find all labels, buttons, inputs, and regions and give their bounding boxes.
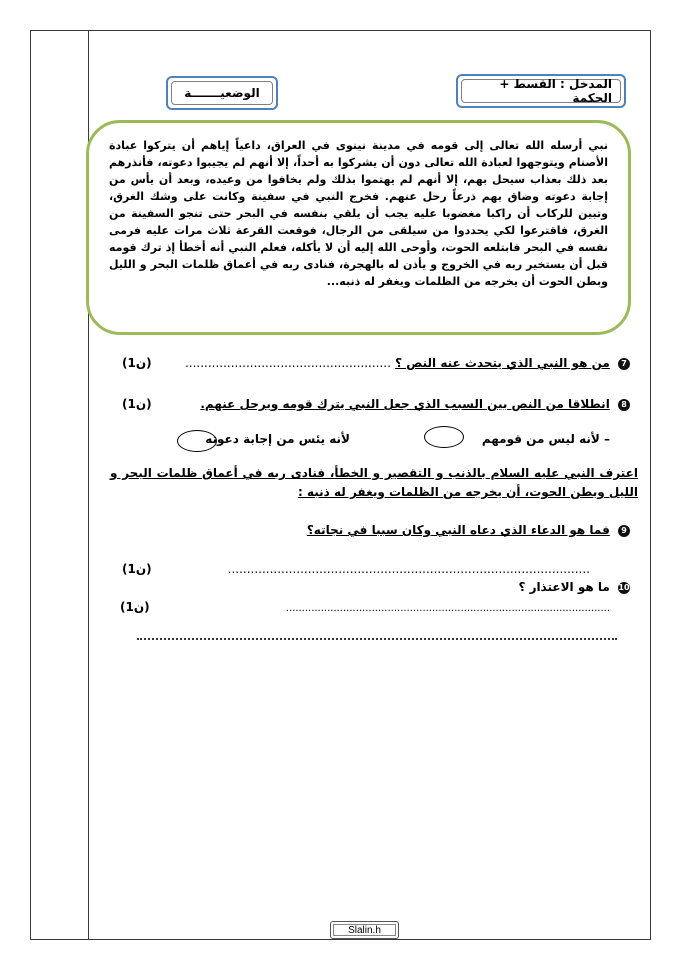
confession-part-3: ، فنادى ربه في أعماق ظلمات البحر و الليل وبطن الحوت، أن يخرجه من الظلمات ويغفر له ذنبه : [110,466,638,499]
confession-part-1: اعترف النبي عليه السلام [485,466,638,480]
question-7-answer-line[interactable]: ...................................................... [184,356,391,370]
question-10-answer-line[interactable]: ...................................................................................................... [285,603,610,614]
question-8-number: 8 [618,399,630,411]
question-9-answer-line[interactable]: ............................................................................................... [227,562,590,576]
question-10-text: ما هو الاعتذار ؟ [518,580,610,594]
question-8-score: (1ن) [122,397,152,411]
question-9-score: (1ن) [122,562,152,576]
question-7-number: 7 [618,358,630,370]
question-10 [110,580,630,594]
question-7-score: (1ن) [122,356,152,370]
option-not-from-people-checkbox[interactable] [424,426,464,448]
question-9-number: 9 [618,525,630,537]
option-not-from-people: – لأنه ليس من قومهم [481,432,610,446]
story-box [86,120,631,335]
option-despaired-checkbox[interactable] [177,430,217,452]
entry-label-box [456,74,626,108]
question-10-answer-line-2[interactable] [137,638,617,640]
footer-label: Slalin.h [333,924,396,936]
question-9-answer-row [110,562,630,576]
question-7-text: من هو النبي الذي يتحدث عنه النص ؟ [395,356,610,370]
story-text: نبي أرسله الله تعالى إلى قومه في مدينة نينوى في العراق، داعياً إياهم أن يتركوا عبادة الأصنام ويتوجهوا لعبادة الله تعالى دون أن يشركوا به أحداً، إلا أنهم لم يجيبوا دعوته، فأنذرهم بعد ذلك بعذاب سيحل بهم، إلا أنهم لم يهتموا بذلك ولم يخافوا من وعيده، وبعد أن يأس من إجابة دعوته وضاق بهم ذرعاً رحل عنهم. فخرج النبي في سفينة وكانت على وشك الغرق، وتبين للركاب أن راكبا مغضوبا عليه يجب أن يلقي بنفسه في البحر حتى تنجو السفينة من الغرق، فاقترعوا لكي يحددوا من سيلقى من الرجال، فوقعت القرعة ثلاث مرات عليه فرمى نفسه في البحر فابتلعه الحوت، وأوحى الله إليه أن لا يأكله، فعلم النبي أنه أخطأ إذ ترك قومه قبل أن يستخير ربه في الخروج و يأذن له بالهجرة، فنادى ربه في أعماق ظلمات البحر و الليل وبطن الحوت أن يخرجه من الظلمات ويغفر له ذنبه... [109,139,608,288]
question-10-number: 10 [618,582,630,592]
situation-label-box [166,76,278,110]
question-10-answer-row [110,600,630,614]
question-9-text: فما هو الدعاء الذي دعاه النبي وكان سببا في نجاته؟ [306,523,610,537]
option-despaired: لأنه يئس من إجابة دعوته [205,432,350,446]
confession-paragraph [110,464,638,502]
question-8 [110,397,630,411]
question-8-text: انطلاقا من النص بين السبب الذي جعل النبي يترك قومه ويرحل عنهم. [200,397,610,411]
question-9 [110,523,630,537]
footer-badge [330,921,399,939]
question-7 [110,356,630,370]
confession-part-2: بالذنب و التقصير و الخطأ [334,466,486,480]
question-10-score: (1ن) [120,600,150,614]
entry-label: المدخل : القسط + الحكمة [461,79,621,103]
situation-label: الوضعيـــــــة [171,81,273,105]
